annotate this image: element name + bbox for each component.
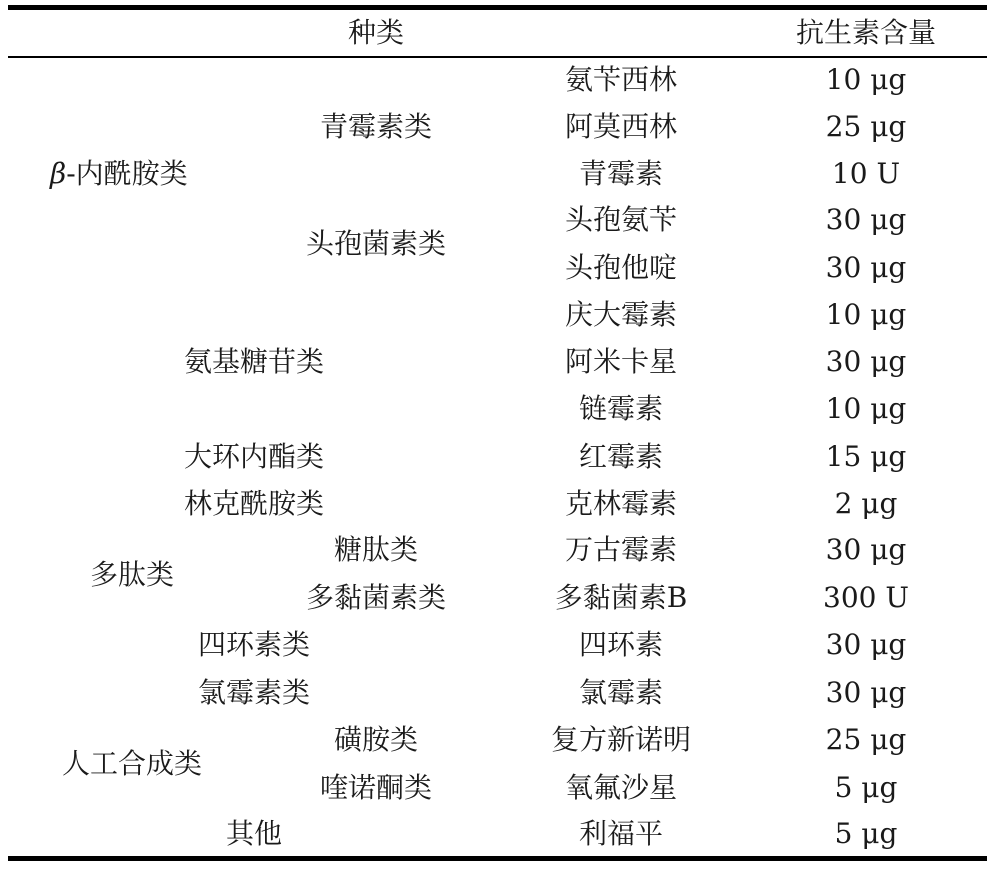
drug-content: 30 μg xyxy=(825,628,907,661)
group-polypeptides: 多肽类 xyxy=(89,558,175,591)
group-polymyxins: 多黏菌素类 xyxy=(305,581,447,614)
drug-content: 30 μg xyxy=(825,533,907,566)
group-others: 其他 xyxy=(225,817,283,850)
drug-name: 四环素 xyxy=(578,628,664,661)
group-lincosamides: 林克酰胺类 xyxy=(183,487,325,520)
drug-name: 氧氟沙星 xyxy=(564,771,678,804)
table-top-rule xyxy=(8,5,987,10)
drug-content: 10 U xyxy=(831,157,901,190)
drug-name: 利福平 xyxy=(578,817,664,850)
group-macrolides: 大环内酯类 xyxy=(183,440,325,473)
group-sulfonamides: 磺胺类 xyxy=(333,723,419,756)
group-glycopeptides: 糖肽类 xyxy=(333,533,419,566)
drug-content: 10 μg xyxy=(825,298,907,331)
drug-content: 10 μg xyxy=(825,63,907,96)
drug-name: 链霉素 xyxy=(578,392,664,425)
drug-content: 10 μg xyxy=(825,392,907,425)
group-beta-lactam xyxy=(50,158,188,190)
group-quinolones: 喹诺酮类 xyxy=(319,771,433,804)
header-category: 种类 xyxy=(347,16,405,49)
drug-content: 25 μg xyxy=(825,110,907,143)
group-penicillins: 青霉素类 xyxy=(319,110,433,143)
header-content: 抗生素含量 xyxy=(795,16,937,49)
group-cephalosporins: 头孢菌素类 xyxy=(305,227,447,260)
drug-name: 庆大霉素 xyxy=(564,298,678,331)
drug-content: 30 μg xyxy=(825,345,907,378)
drug-content: 2 μg xyxy=(834,487,898,520)
group-synthetics: 人工合成类 xyxy=(61,747,203,780)
drug-name: 多黏菌素B xyxy=(554,581,688,614)
drug-name: 头孢氨苄 xyxy=(564,203,678,236)
drug-name: 阿莫西林 xyxy=(564,110,678,143)
drug-content: 300 U xyxy=(823,581,909,614)
drug-name: 氯霉素 xyxy=(578,676,664,709)
beta-lactam-suffix: -内酰胺类 xyxy=(66,157,188,190)
group-tetracyclines: 四环素类 xyxy=(197,628,311,661)
drug-name: 万古霉素 xyxy=(564,533,678,566)
drug-name: 氨苄西林 xyxy=(564,63,678,96)
drug-content: 15 μg xyxy=(825,440,907,473)
drug-content: 25 μg xyxy=(825,723,907,756)
beta-symbol: β xyxy=(50,157,67,190)
drug-name: 红霉素 xyxy=(578,440,664,473)
drug-name: 复方新诺明 xyxy=(550,723,692,756)
drug-content: 5 μg xyxy=(834,817,898,850)
drug-name: 头孢他啶 xyxy=(564,251,678,284)
drug-content: 30 μg xyxy=(825,251,907,284)
group-chloramphenicols: 氯霉素类 xyxy=(197,676,311,709)
drug-content: 30 μg xyxy=(825,676,907,709)
drug-content: 5 μg xyxy=(834,771,898,804)
drug-name: 克林霉素 xyxy=(564,487,678,520)
table-header-rule xyxy=(8,56,987,58)
drug-name: 青霉素 xyxy=(578,157,664,190)
table-bottom-rule xyxy=(8,856,987,861)
drug-name: 阿米卡星 xyxy=(564,345,678,378)
drug-content: 30 μg xyxy=(825,203,907,236)
group-aminoglycosides: 氨基糖苷类 xyxy=(183,345,325,378)
